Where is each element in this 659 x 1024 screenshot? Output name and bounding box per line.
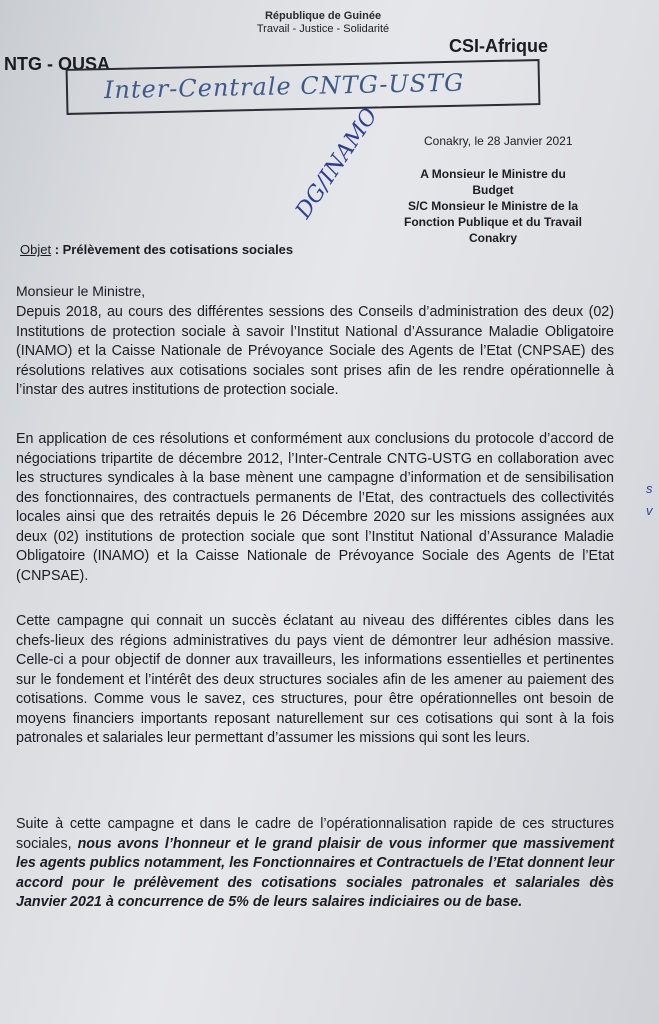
subject-text: Prélèvement des cotisations sociales [62,242,294,257]
subject-label: Objet [20,242,52,257]
margin-handwriting: s v [646,481,653,518]
title-box [66,59,541,115]
recipient-line-2: S/C Monsieur le Ministre de la [407,199,579,213]
recipient-line-1: A Monsieur le Ministre du Budget [420,167,566,197]
recipient-block [398,166,588,246]
paragraph-2: En application de ces résolutions et conformément aux conclusions du protocole d’accord de négociations tripartite de décembre 2012, l’Inter-Centrale CNTG-USTG en collaboration avec les structures syndicales à la base mènent une campagne d’information et de sensibilisation des fonctionnaires, des contractuels permanents de l’Etat, des contractuels des collectivités locales ainsi que des retraités depuis le 26 Décembre 2020 sur les missions assignées aux deux (02) institutions de protection sociale que sont l’Institut National d’Assurance Maladie Obligatoire (INAMO) et la Caisse Nationale de Prévoyance Sociale des Agents de l’Etat (CNPSAE). [16,431,614,584]
national-motto: Travail - Justice - Solidarité [256,23,390,35]
subject-line [20,242,293,257]
date-line: Conakry, le 28 Janvier 2021 [424,134,573,148]
paragraph-4-intro: Suite à cette campagne et dans le cadre de l’opérationnalisation rapide de ces structures sociales, [16,816,614,852]
org-right-label: CSI-Afrique [449,36,548,56]
recipient-line-3: Fonction Publique et du Travail [403,215,582,229]
republic-name: République de Guinée [264,10,382,22]
paragraph-1: Depuis 2018, au cours des différentes sessions des Conseils d’administration des deux (02) Institutions de protection sociale à savoir l’Institut National d’Assurance Maladie Obligatoire (INAMO) et la Caisse Nationale de Prévoyance Sociale des Agents de l’Etat (CNPSAE) des résolutions relatives aux cotisations sociales sont prises afin de les rendre opérationnelle à l’instar des autres institutions de protection sociale. [16,304,614,398]
subject-separator: : [51,242,63,257]
paragraph-4 [16,815,614,913]
salutation: Monsieur le Ministre, [16,283,146,299]
handwritten-annotation: DG/INAMO [291,103,383,224]
recipient-line-4: Conakry [468,231,518,245]
letterhead-top [248,10,398,36]
paragraph-3: Cette campagne qui connait un succès éclatant au niveau des différentes cibles dans les chefs-lieux des régions administratives du pays vient de démontrer leur adhésion massive. Celle-ci a pour objectif de donner aux travailleurs, les informations essentielles et pertinentes sur le fondement et l’intérêt des deux structures sociales afin de les amener au paiement des cotisations. Comme vous le savez, ces structures, pour être opérationnelles ont besoin de moyens financiers importants reposant naturellement sur ces cotisations qui sont à la fois patronales et salariales leur permettant d’assumer les missions qui sont les leurs. [16,613,614,746]
letterhead-title: Inter-Centrale CNTG-USTG [103,68,465,105]
paragraph-4-emphasis: nous avons l’honneur et le grand plaisir de vous informer que massivement les agents publics notamment, les Fonctionnaires et Contractuels de l’Etat donnent leur accord pour le prélèvement des cotisations sociales patronales et salariales dès Janvier 2021 à concurrence de 5% de leurs salaires indiciaires ou de base. [16,835,614,910]
org-left-label: NTG - OUSA [4,54,110,74]
